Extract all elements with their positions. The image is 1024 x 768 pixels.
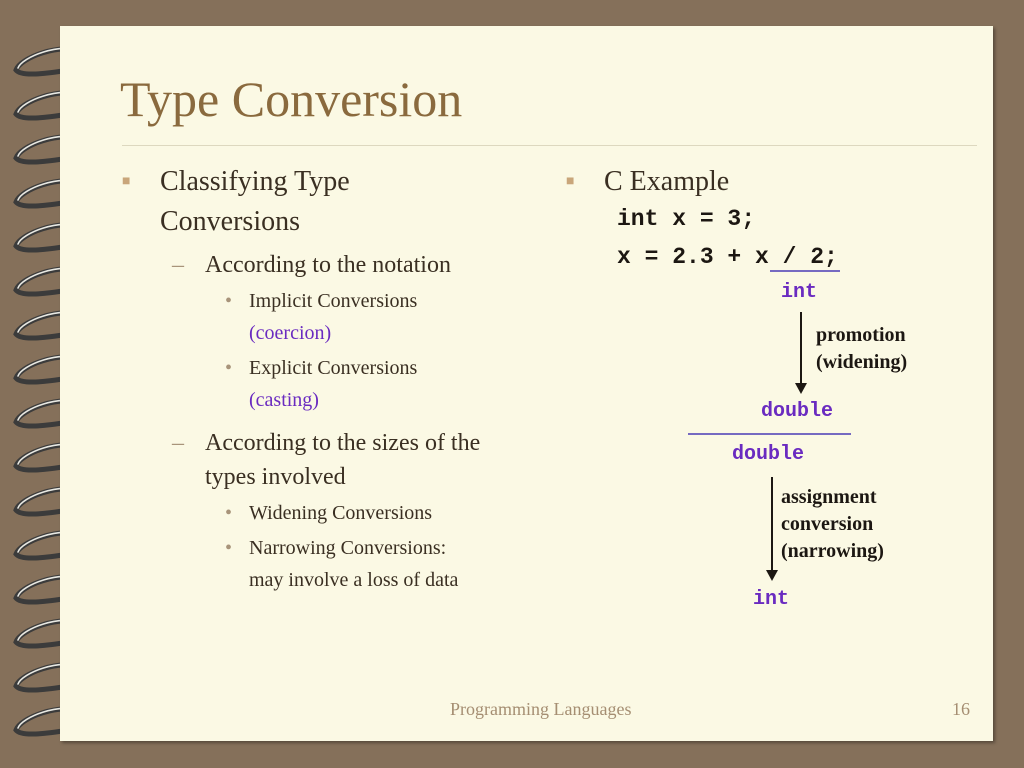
slide-title: Type Conversion xyxy=(120,71,463,127)
dot-bullet: • xyxy=(225,290,233,312)
subbullet-notation xyxy=(122,248,542,282)
dot-bullet: • xyxy=(225,537,233,559)
item-text: Narrowing Conversions: xyxy=(249,537,447,559)
bullet-c-example xyxy=(566,162,729,202)
assignment-line2: conversion xyxy=(781,513,874,535)
bullet-classifying xyxy=(122,162,542,242)
footer-page-number: 16 xyxy=(952,699,970,719)
item-text: Implicit Conversions xyxy=(249,290,418,312)
item-implicit xyxy=(122,285,542,349)
assignment-label xyxy=(781,484,884,565)
type-int-result: int xyxy=(781,281,818,304)
assignment-line3: (narrowing) xyxy=(781,540,884,562)
item-text: Explicit Conversions xyxy=(249,357,418,379)
type-int-assigned: int xyxy=(753,588,790,611)
square-bullet-icon: ■ xyxy=(122,174,131,189)
type-double-sum: double xyxy=(732,443,805,466)
item-annotation: (coercion) xyxy=(249,322,332,344)
promotion-line1: promotion xyxy=(816,324,906,346)
square-bullet-icon: ■ xyxy=(566,174,575,189)
item-explicit xyxy=(122,352,542,416)
footer-course-title: Programming Languages xyxy=(450,699,632,719)
dot-bullet: • xyxy=(225,502,233,524)
item-annotation: (casting) xyxy=(249,389,319,411)
left-column xyxy=(122,162,542,596)
subbullet-label: According to the sizes of the xyxy=(205,430,481,456)
code-line-2: x = 2.3 + x / 2; xyxy=(617,244,838,270)
promotion-label xyxy=(816,322,907,376)
dash-bullet: – xyxy=(172,252,184,278)
c-example-heading: C Example xyxy=(604,166,730,197)
subbullet-sizes xyxy=(122,426,542,494)
dot-bullet: • xyxy=(225,357,233,379)
item-narrowing xyxy=(122,532,542,596)
type-double-promoted: double xyxy=(761,400,834,423)
title-divider xyxy=(122,145,977,146)
dash-bullet: – xyxy=(172,430,184,456)
assignment-line1: assignment xyxy=(781,486,877,508)
item-text: Widening Conversions xyxy=(249,502,433,524)
code-line-1: int x = 3; xyxy=(617,206,756,232)
heading-line2: Conversions xyxy=(160,206,300,237)
subbullet-label: types involved xyxy=(205,464,346,490)
item-widening xyxy=(122,497,542,529)
heading-line1: Classifying Type xyxy=(160,166,350,197)
subbullet-label: According to the notation xyxy=(205,252,451,278)
item-text: may involve a loss of data xyxy=(249,569,459,591)
promotion-line2: (widening) xyxy=(816,351,908,373)
